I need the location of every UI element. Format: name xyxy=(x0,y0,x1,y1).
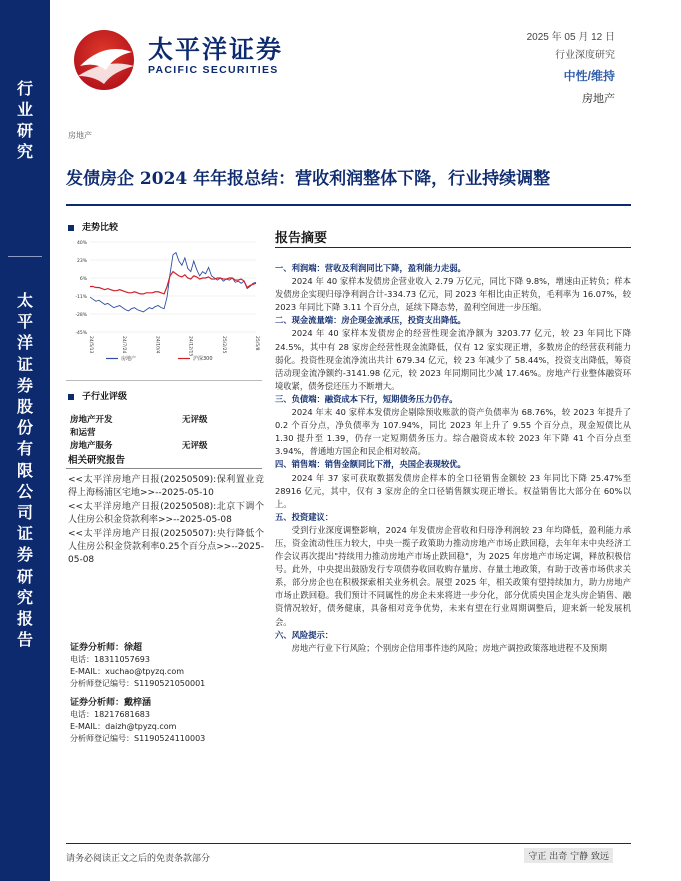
related-report-link[interactable]: <<太平洋房地产日报(20250508):北京下调个人住房公积金贷款利率>>--2025-05-08 xyxy=(68,502,264,525)
related-report-link[interactable]: <<太平洋房地产日报(20250509):保利置业竞得上海杨浦区宅地>>--2025-05-10 xyxy=(68,475,264,498)
y-tick-label: 6% xyxy=(79,277,87,282)
analyst-phone: 电话：18217681683 xyxy=(70,710,150,719)
analyst-email[interactable]: E-MAIL：xuchao@tpyzq.com xyxy=(70,667,185,676)
trend-heading: 走势比较 xyxy=(68,220,118,233)
x-tick-label: 25/2/25 xyxy=(220,336,226,354)
summary-heading: 报告摘要 xyxy=(275,231,328,246)
x-tick-label: 24/10/4 xyxy=(154,336,160,354)
report-date: 2025 年 05 月 12 日 xyxy=(526,32,615,43)
sub-rating-heading: 子行业评级 xyxy=(68,389,127,402)
x-tick-label: 24/5/13 xyxy=(88,336,93,354)
related-report-link[interactable]: <<太平洋房地产日报(20250507):央行降低个人住房公积金贷款利率0.25个百分点>>--2025-05-08 xyxy=(68,529,264,565)
series-line-0 xyxy=(90,253,256,312)
summary-section-title: 六、风险提示： xyxy=(275,629,334,640)
x-tick-label: 24/7/24 xyxy=(121,336,127,354)
legend-label: 房地产 xyxy=(121,356,137,362)
summary-section-title: 二、现金流量端：房企现金流承压，投资支出降低。 xyxy=(275,315,466,326)
header-sector: 房地产 xyxy=(582,93,615,105)
analyst-phone: 电话：18311057693 xyxy=(70,655,150,664)
sidebar-top-label: 行 业 研 究 xyxy=(16,79,33,161)
y-tick-label: 23% xyxy=(76,259,87,264)
x-tick-label: 24/12/15 xyxy=(187,336,193,357)
summary-section-text: 受到行业深度调整影响，2024 年发债房企营收和归母净利润较 23 年均降低，盈利能力承压，资金流动性压力较大，中央一揽子政策助力推动房地产市场止跌回稳，去年年末中央经济工作会议再次提出"持续用力推动房地产市场止跌回稳"，为 2025 年房地产市场定调，释放积极信号。此外，中央提出鼓励发行专项债券收回收购存量房、存量土地政策，有助于改善市场供求关系，部分房企也在积极探索相关业务机会。展望 2025 年，相关政策有望持续加力，助力房地产市场止跌回稳。我们预计不同属性的房企未来将进一步分化，部分优质央国企龙头房企销售、融资情况较好，债务健康，具备相对竞争优势，未来有望在行业周期调整后，迎来新一轮发展机会。 xyxy=(275,524,631,627)
x-tick-label: 25/5/8 xyxy=(254,336,259,351)
analyst-cert: 分析师登记编号：S1190521050001 xyxy=(70,679,206,688)
summary-section-title: 五、投资建议： xyxy=(275,511,334,522)
analyst-label: 证券分析师： xyxy=(70,698,125,708)
summary-section-text: 2024 年 37 家可获取数据发债房企样本的全口径销售金额较 23 年同比下降 25.47%至 28916 亿元，其中，仅有 3 家房企的全口径销售额实现正增长。权益销售比大部分在 60%以上。 xyxy=(275,472,631,509)
analyst-email[interactable]: E-MAIL：daizh@tpyzq.com xyxy=(70,722,177,731)
logo-text-en: PACIFIC SECURITIES xyxy=(148,64,279,76)
related-list xyxy=(68,474,264,568)
divider xyxy=(66,468,262,469)
footer-disclaimer: 请务必阅读正文之后的免责条款部分 xyxy=(66,854,211,864)
summary-section-text: 2024 年 40 家样本发债房企营业收入 2.79 万亿元，同比下降 9.8%，增速由正转负；样本发债房企实现归母净利润合计-334.73 亿元，同 2023 年相比由正转负，毛利率为 16.07%，较 2023 年同比下降 3.11 个百分点，延续下降态势，盈利空间进一步压缩。 xyxy=(275,276,631,313)
summary-section-title: 三、负债端：融资成本下行，短期债务压力仍存。 xyxy=(275,393,458,404)
y-tick-label: -11% xyxy=(75,295,87,300)
analyst-cert: 分析师登记编号：S1190524110003 xyxy=(70,734,206,743)
analyst-label: 证券分析师： xyxy=(70,643,125,653)
rating-row-name: 和运营 xyxy=(70,428,96,438)
y-tick-label: -28% xyxy=(75,313,87,318)
rating-row-name: 房地产开发 xyxy=(70,415,113,425)
sidebar xyxy=(0,0,50,881)
logo-emblem-icon xyxy=(66,22,146,102)
header-meta xyxy=(527,28,615,106)
y-tick-label: 40% xyxy=(76,241,87,246)
summary-section-text: 房地产行业下行风险；个别房企信用事件违约风险；房地产调控政策落地进程不及预期 xyxy=(291,642,607,653)
report-type: 行业深度研究 xyxy=(555,50,615,61)
footer-rule xyxy=(66,843,631,844)
bullet-square-icon xyxy=(68,225,74,231)
summary-section-text: 2024 年末 40 家样本发债房企剔除预收账款的资产负债率为 68.76%，较 2023 年提升了 0.2 个百分点，净负债率为 107.94%，同比 2023 年上升了 9.55 个百分点，现金短债比从 1.30 提升至 1.39，仍存一定短期债务压力。综合融资成本较 2023 年下降 41 个百分点至 3.94%，普通地方国企和民企相对较高。 xyxy=(275,407,631,457)
summary-body xyxy=(275,262,631,655)
analyst-block xyxy=(70,697,205,745)
summary-rule xyxy=(275,247,631,248)
rating-row-name: 房地产服务 xyxy=(70,441,113,451)
rating-row-value: 无评级 xyxy=(182,415,208,425)
bullet-square-icon xyxy=(68,394,74,400)
sidebar-divider xyxy=(8,256,42,257)
analyst-name: 戴梓涵 xyxy=(124,698,152,708)
y-tick-label: -45% xyxy=(75,331,87,336)
sidebar-bottom-label: 太 平 洋 证 券 股 份 有 限 公 司 证 券 研 究 报 告 xyxy=(16,291,33,650)
related-heading: 相关研究报告 xyxy=(68,455,126,466)
legend-label: 沪深300 xyxy=(193,356,213,362)
sector-tag: 房地产 xyxy=(68,131,92,140)
series-line-1 xyxy=(90,272,256,294)
title-rule xyxy=(66,204,631,206)
logo-text-cn: 太平洋证券 xyxy=(148,35,284,64)
summary-section-text: 2024 年 40 家样本发债房企的经营性现金流净额为 3203.77 亿元，较 23 年同比下降 24.5%，其中有 28 家房企经营性现金流降低，仅有 12 家实现正增，多数房企的经营获利能力弱化。投资性现金流净流出共计 679.34 亿元，较 23 年减少了 58.44%，投资支出降低，筹资活动现金流净额约-3141.98 亿元，较 2023 年同期同比少减 17.46%。房地产行业整体融资环境收紧，债务偿还压力不断增大。 xyxy=(275,328,631,391)
summary-section-title: 四、销售端：销售金额同比下滑，央国企表现较优。 xyxy=(275,459,466,470)
company-logo xyxy=(66,14,296,104)
trend-chart xyxy=(66,236,264,366)
footer-motto: 守正 出奇 宁静 致远 xyxy=(524,848,613,863)
industry-rating: 中性/维持 xyxy=(563,69,615,83)
divider xyxy=(66,380,262,381)
analyst-block xyxy=(70,642,205,690)
summary-section-title: 一、利润端：营收及利润同比下降，盈利能力走弱。 xyxy=(275,263,466,273)
rating-row-value: 无评级 xyxy=(182,441,208,451)
analyst-name: 徐超 xyxy=(124,643,143,653)
report-title: 发债房企 2024 年年报总结：营收利润整体下降，行业持续调整 xyxy=(66,169,551,189)
